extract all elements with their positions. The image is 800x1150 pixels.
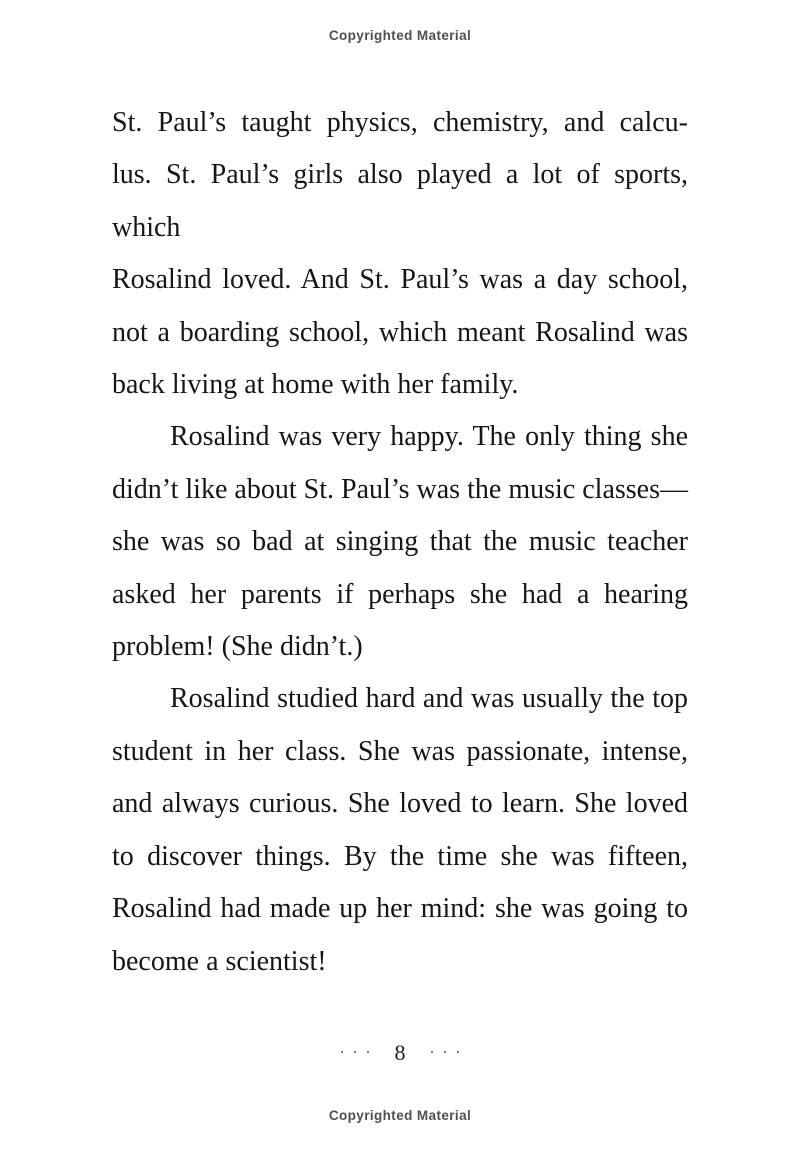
text-line: back living at home with her family. — [112, 369, 519, 401]
text-line: asked her parents if perhaps she had a hearing — [112, 578, 688, 610]
page-number-decor-right: ··· — [429, 1044, 469, 1061]
text-line: she was so bad at singing that the music teacher — [112, 526, 688, 558]
text-line: to discover things. By the time she was fifteen, — [112, 840, 688, 872]
text-line: lus. St. Paul’s girls also played a lot of sports, which — [112, 159, 688, 243]
text-line: become a scientist! — [112, 945, 327, 977]
text-line: problem! (She didn’t.) — [112, 631, 363, 663]
text-line: and always curious. She loved to learn. She loved — [112, 788, 688, 820]
copyright-notice-bottom: Copyrighted Material — [328, 1108, 472, 1123]
text-line: Rosalind was very happy. The only thing she — [170, 421, 688, 453]
text-line: not a boarding school, which meant Rosalind was — [112, 316, 688, 348]
text-line: St. Paul’s taught physics, chemistry, and calcu- — [112, 107, 688, 138]
text-line: Rosalind studied hard and was usually the top — [170, 683, 688, 715]
text-line: student in her class. She was passionate, intense, — [112, 735, 688, 767]
page-number: 8 — [394, 1040, 406, 1065]
text-line: Rosalind loved. And St. Paul’s was a day school, — [112, 264, 688, 296]
page-number-row — [0, 1040, 800, 1066]
page-number-decor-left: ··· — [339, 1044, 379, 1061]
text-line: didn’t like about St. Paul’s was the music classes— — [112, 473, 688, 505]
body-text — [112, 97, 688, 988]
copyright-notice-top: Copyrighted Material — [328, 28, 472, 43]
text-line: Rosalind had made up her mind: she was going to — [112, 893, 688, 925]
